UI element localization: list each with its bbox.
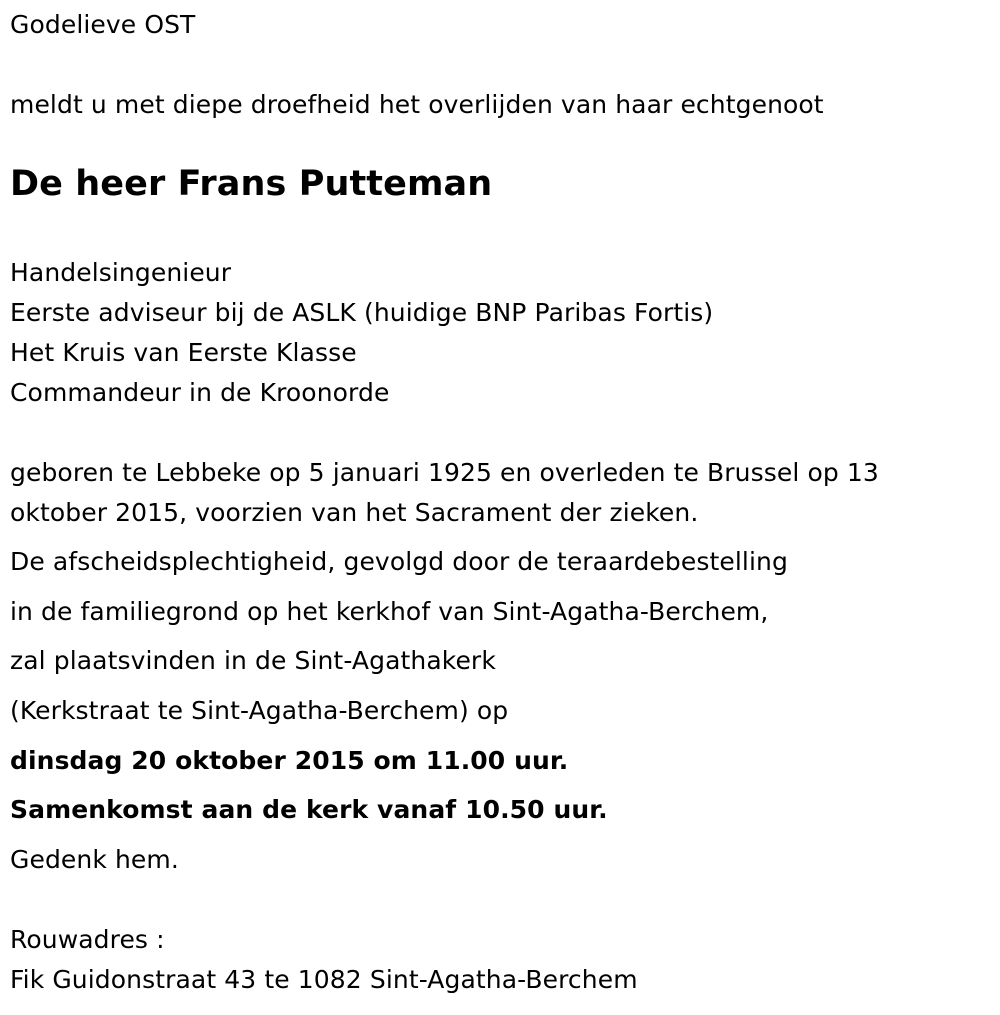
title-line: Eerste adviseur bij de ASLK (huidige BNP Paribas Fortis) (10, 298, 714, 327)
announcer-name: Godelieve OST (10, 10, 196, 39)
mourning-address: Fik Guidonstraat 43 te 1082 Sint-Agatha-Berchem (10, 965, 638, 994)
deceased-name: De heer Frans Putteman (10, 164, 493, 204)
closing-text: Gedenk hem. (10, 845, 179, 874)
title-line: Het Kruis van Eerste Klasse (10, 338, 357, 367)
title-line: Handelsingenieur (10, 258, 232, 287)
birth-death-text: geboren te Lebbeke op 5 januari 1925 en overleden te Brussel op 13 (10, 458, 879, 487)
ceremony-text: in de familiegrond op het kerkhof van Sint-Agatha-Berchem, (10, 597, 769, 626)
ceremony-text: zal plaatsvinden in de Sint-Agathakerk (10, 646, 496, 675)
ceremony-text: De afscheidsplechtigheid, gevolgd door de teraardebestelling (10, 547, 788, 576)
address-label: Rouwadres : (10, 925, 165, 954)
title-line: Commandeur in de Kroonorde (10, 378, 390, 407)
intro-text: meldt u met diepe droefheid het overlijden van haar echtgenoot (10, 90, 824, 119)
birth-death-text: oktober 2015, voorzien van het Sacrament der zieken. (10, 498, 699, 527)
ceremony-text: (Kerkstraat te Sint-Agatha-Berchem) op (10, 696, 509, 725)
gathering-time: Samenkomst aan de kerk vanaf 10.50 uur. (10, 795, 608, 824)
ceremony-datetime: dinsdag 20 oktober 2015 om 11.00 uur. (10, 746, 569, 775)
